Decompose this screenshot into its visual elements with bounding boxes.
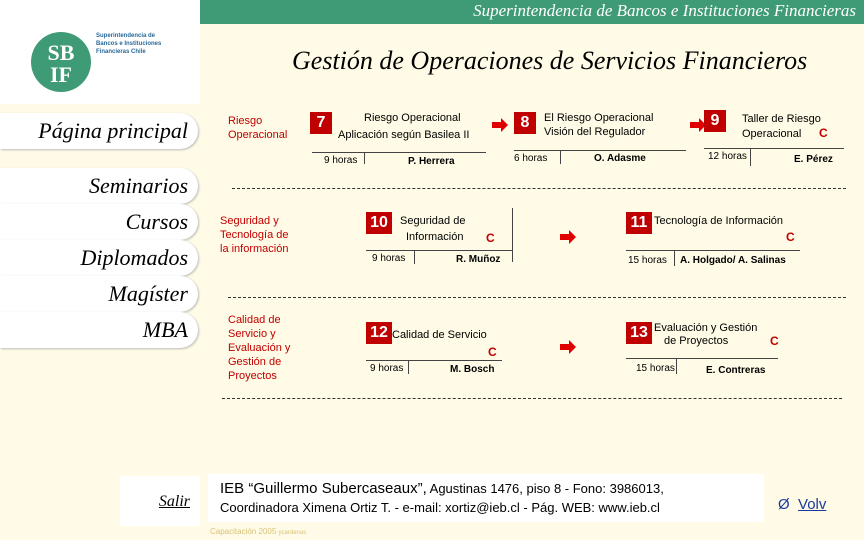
page-heading: Gestión de Operaciones de Servicios Financieros	[292, 46, 808, 75]
course-instructor-9: E. Pérez	[794, 154, 833, 165]
section-label-riesgo: Riesgo Operacional	[228, 115, 288, 141]
course-title-11[interactable]: Tecnología de Información	[654, 215, 784, 227]
nav-cursos[interactable]: Cursos	[0, 204, 198, 240]
course-rule	[676, 358, 677, 374]
course-mod-13: C	[770, 334, 779, 348]
course-hours-13: 15 horas	[636, 363, 675, 374]
course-title-10[interactable]: Seguridad de	[400, 215, 466, 227]
course-number-9[interactable]: 9	[704, 110, 726, 132]
course-rule	[626, 250, 800, 251]
nav-home[interactable]: Página principal	[0, 113, 198, 149]
arrow-right-icon	[492, 118, 508, 132]
nav-magister[interactable]: Magíster	[0, 276, 198, 312]
footer-credit-author: ycardenas	[278, 530, 307, 536]
footer-address: Agustinas 1476, piso 8 - Fono: 3986013,	[426, 481, 664, 496]
course-instructor-12: M. Bosch	[450, 364, 495, 375]
sbif-logo-icon	[30, 31, 92, 93]
course-title-12[interactable]: Calidad de Servicio	[392, 329, 487, 341]
course-rule	[674, 250, 675, 266]
course-mod-10: C	[486, 231, 495, 245]
arrow-right-icon	[560, 230, 576, 244]
course-title-13[interactable]: Evaluación y Gestión	[654, 322, 758, 334]
course-number-12[interactable]: 12	[366, 322, 392, 344]
course-hours-8: 6 horas	[514, 153, 548, 164]
course-instructor-8: O. Adasme	[594, 153, 646, 164]
footer-coordinator: Coordinadora Ximena Ortiz T. - e-mail: xortiz@ieb.cl - Pág. WEB: www.ieb.cl	[220, 500, 660, 515]
course-hours-11: 15 horas	[628, 255, 667, 266]
course-rule	[312, 152, 486, 153]
course-hours-12: 9 horas	[370, 363, 404, 374]
course-number-13[interactable]: 13	[626, 322, 652, 344]
course-rule	[366, 250, 512, 251]
footer-line-1	[220, 480, 664, 497]
footer-credit	[210, 527, 306, 536]
course-rule	[414, 250, 415, 264]
course-title-9[interactable]: Taller de Riesgo	[742, 113, 821, 125]
course-rule	[514, 150, 686, 151]
course-hours-9: 12 horas	[708, 151, 747, 162]
course-number-10[interactable]: 10	[366, 212, 392, 234]
nav-mba[interactable]: MBA	[0, 312, 198, 348]
course-number-8[interactable]: 8	[514, 112, 536, 134]
course-mod-11: C	[786, 230, 795, 244]
separator	[228, 297, 846, 298]
course-hours-7: 9 horas	[324, 155, 358, 166]
course-subtitle-9[interactable]: Operacional	[742, 128, 802, 140]
course-rule	[364, 152, 365, 164]
course-number-11[interactable]: 11	[626, 212, 652, 234]
nav-salir[interactable]: Salir	[120, 476, 200, 526]
top-title: Superintendencia de Bancos e Instituciones Financieras	[473, 1, 856, 20]
section-label-seguridad: Seguridad y Tecnología de la información	[220, 215, 289, 255]
course-title-7[interactable]: Riesgo Operacional	[364, 112, 461, 124]
course-rule	[366, 360, 502, 361]
nav-seminarios[interactable]: Seminarios	[0, 168, 198, 204]
footer-contact	[208, 474, 764, 522]
banner-left	[0, 0, 200, 24]
separator	[232, 188, 846, 189]
course-instructor-7: P. Herrera	[408, 156, 455, 167]
logo-text: Superintendencia de Bancos e Instituciones Financieras Chile	[96, 33, 162, 55]
course-rule	[408, 360, 409, 374]
logo-mark-top: SB	[47, 40, 75, 65]
volver-label[interactable]: Volv	[798, 496, 827, 513]
course-rule	[750, 148, 751, 166]
footer-credit-text: Capacitación 2005	[210, 527, 277, 536]
course-rule	[704, 148, 844, 149]
separator	[222, 398, 842, 399]
bullet-icon: Ø	[778, 496, 790, 513]
top-banner	[0, 0, 864, 24]
course-mod-12: C	[488, 345, 497, 359]
course-instructor-13: E. Contreras	[706, 365, 766, 376]
footer-org: IEB “Guillermo Subercaseaux”,	[220, 480, 427, 497]
course-title-8[interactable]: El Riesgo Operacional	[544, 112, 654, 124]
course-subtitle-13[interactable]: de Proyectos	[664, 335, 729, 347]
logo-mark-bottom: IF	[50, 62, 72, 87]
course-hours-10: 9 horas	[372, 253, 406, 264]
volver-link[interactable]	[778, 496, 826, 513]
course-subtitle-8[interactable]: Visión del Regulador	[544, 126, 646, 138]
course-subtitle-7[interactable]: Aplicación según Basilea II	[338, 129, 470, 141]
course-number-7[interactable]: 7	[310, 112, 332, 134]
arrow-right-icon	[560, 340, 576, 354]
course-instructor-11: A. Holgado/ A. Salinas	[680, 255, 786, 266]
course-subtitle-10[interactable]: Información	[406, 231, 464, 243]
section-label-calidad: Calidad de Servicio y Evaluación y Gestión de Proyectos	[228, 314, 291, 382]
course-rule	[560, 150, 561, 164]
course-rule	[512, 208, 513, 262]
logo	[0, 24, 200, 104]
nav-diplomados[interactable]: Diplomados	[0, 240, 198, 276]
course-instructor-10: R. Muñoz	[456, 254, 501, 265]
course-mod-9: C	[819, 126, 828, 140]
course-rule	[626, 358, 778, 359]
